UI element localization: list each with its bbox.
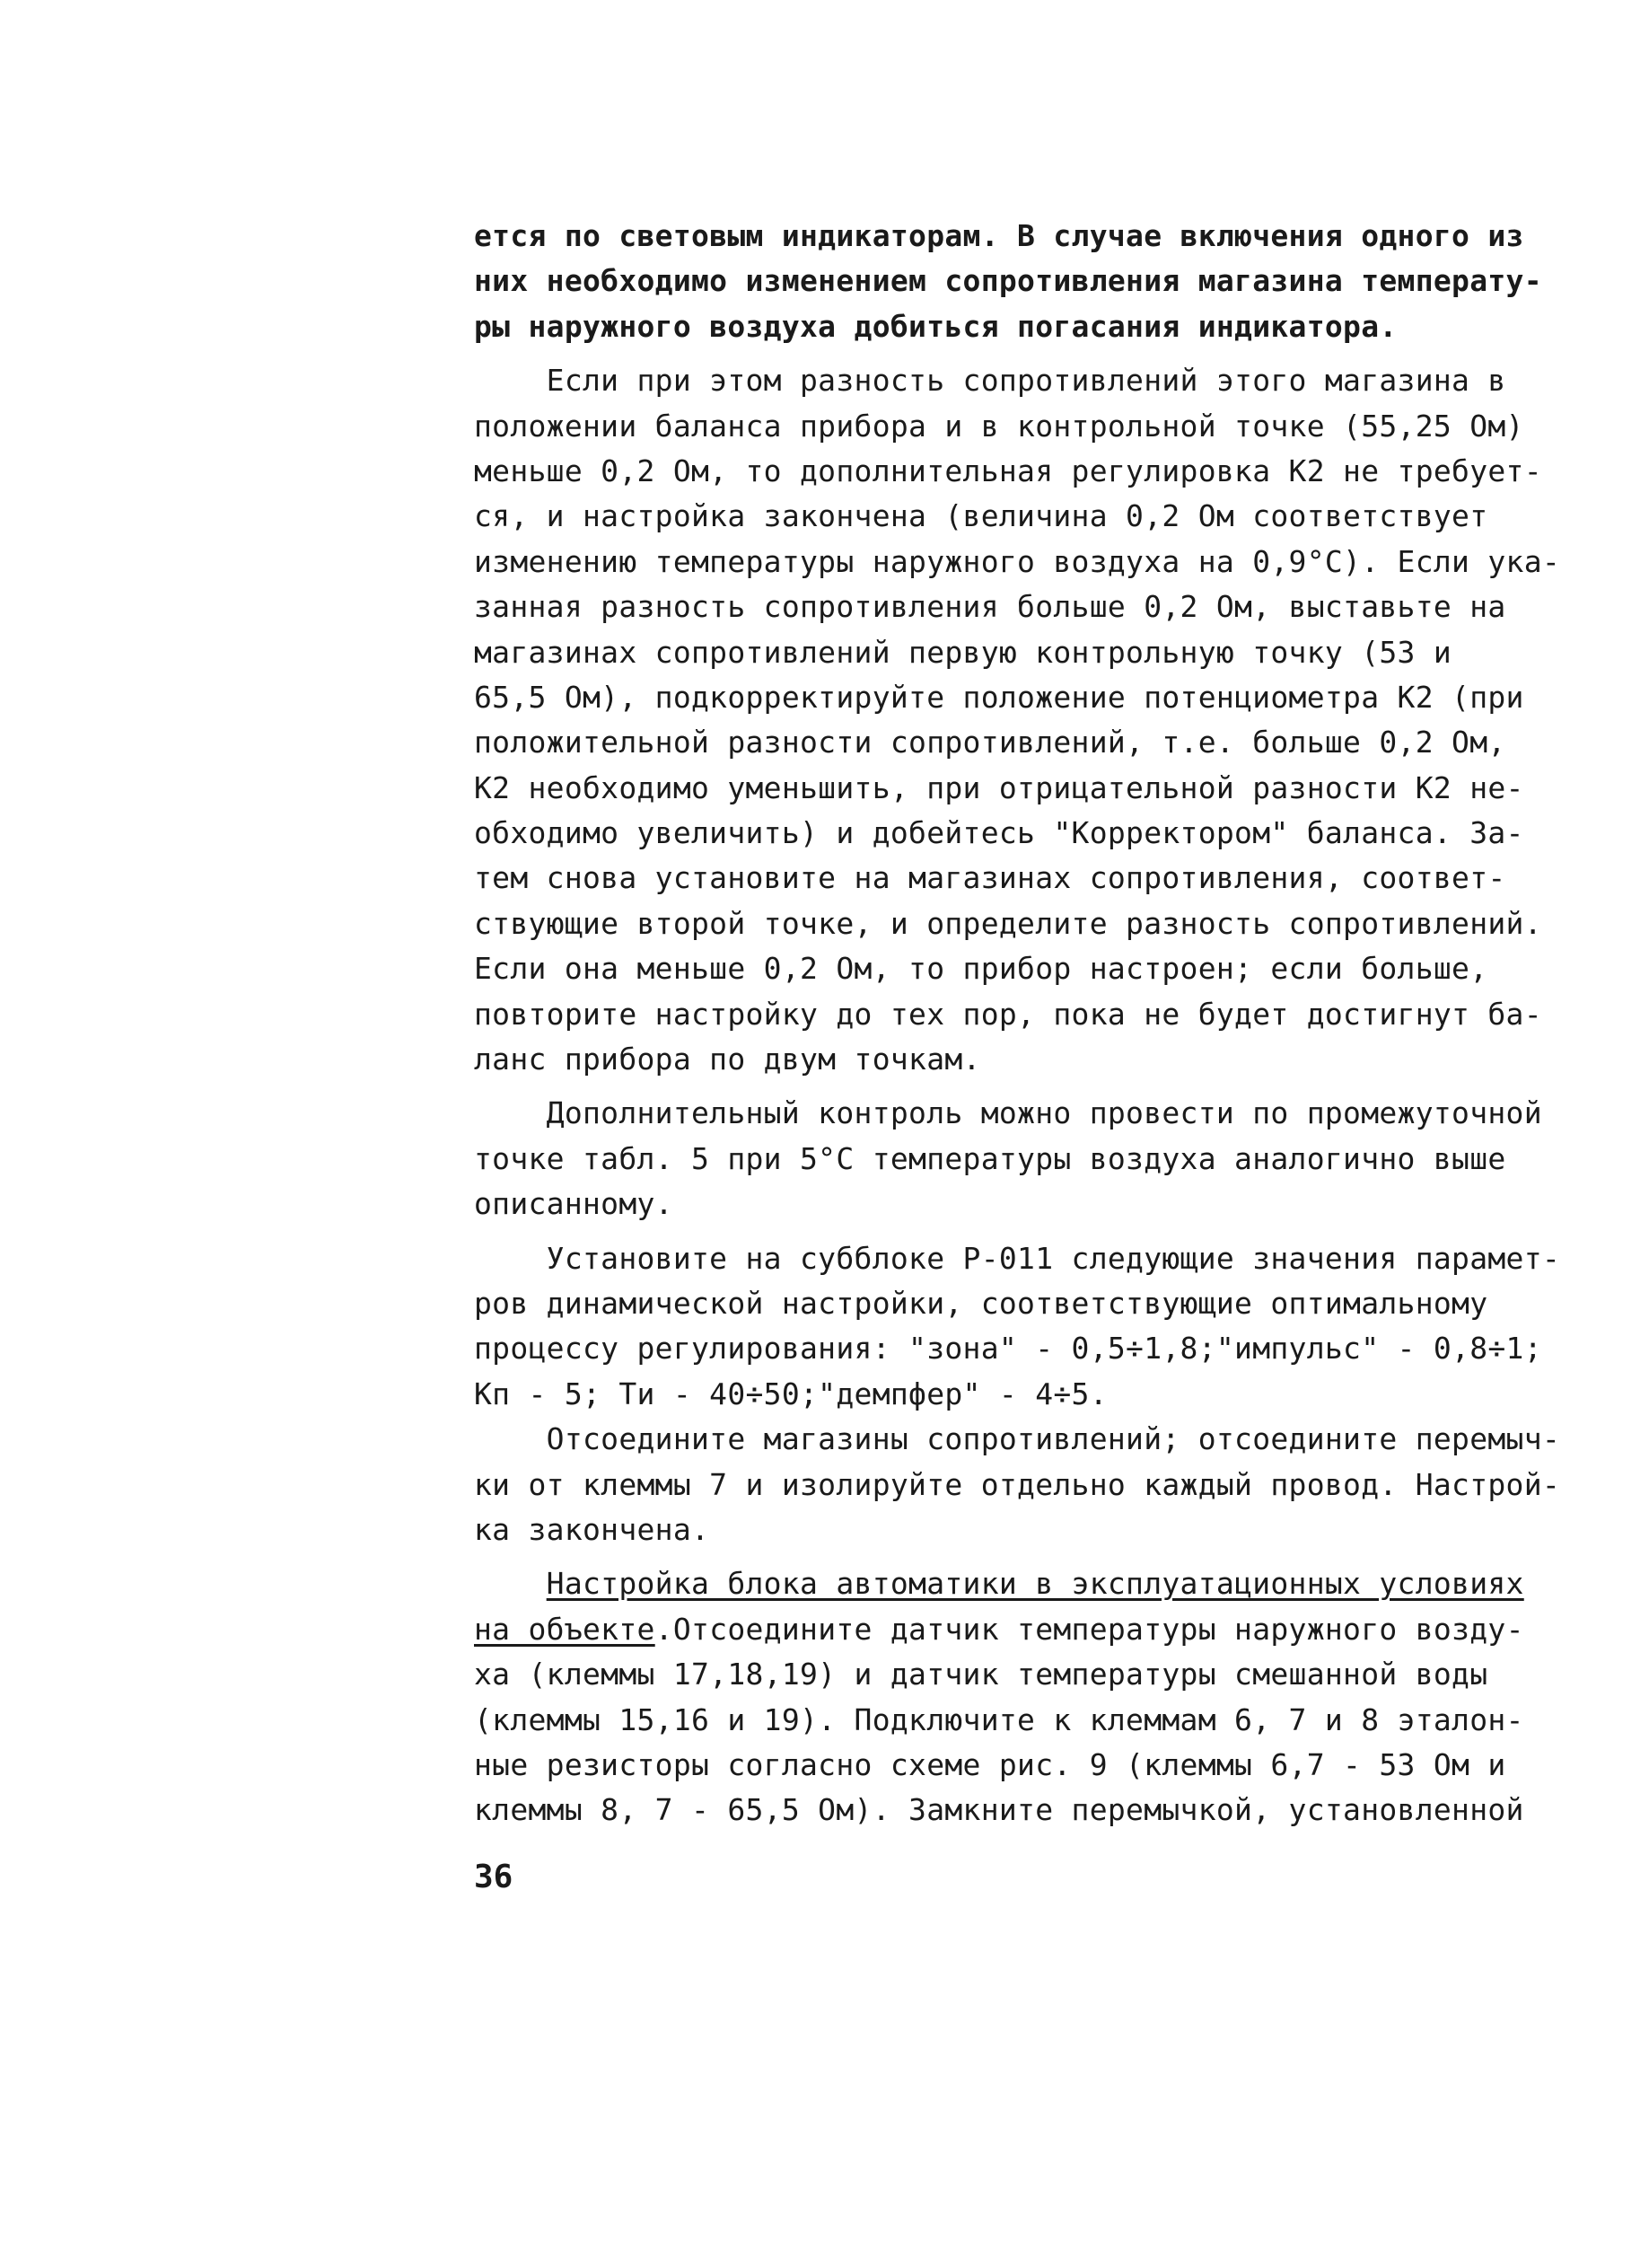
text-line: положительной разности сопротивлений, т.е. больше 0,2 Ом, (474, 725, 1506, 760)
section-heading-continued: на объекте (474, 1611, 655, 1647)
paragraph-2 (474, 358, 1587, 1082)
text-line: повторите настройку до тех пор, пока не будет достигнут ба- (474, 996, 1542, 1032)
text-line: клеммы 8, 7 - 65,5 Ом). Замкните перемычкой, установленной (474, 1792, 1524, 1828)
text-line: ланс прибора по двум точкам. (474, 1042, 981, 1077)
text-line-rest: .Отсоедините датчик температуры наружного возду- (654, 1611, 1524, 1647)
section-heading-line (474, 1561, 1587, 1606)
text-line: 65,5 Ом), подкорректируйте положение потенциометра К2 (при (474, 679, 1524, 715)
text-line (474, 1607, 1587, 1652)
text-line: ствующие второй точке, и определите разность сопротивлений. (474, 905, 1542, 941)
text-line: Отсоедините магазины сопротивлений; отсоедините перемыч- (474, 1421, 1561, 1457)
text-line: (клеммы 15,16 и 19). Подключите к клеммам 6, 7 и 8 эталон- (474, 1701, 1524, 1737)
text-line: Установите на субблоке Р-011 следующие значения парамет- (474, 1240, 1561, 1276)
text-line: Если она меньше 0,2 Ом, то прибор настроен; если больше, (474, 951, 1488, 987)
text-line: ки от клеммы 7 и изолируйте отдельно каждый провод. Настрой- (474, 1466, 1561, 1502)
paragraph-3 (474, 1091, 1587, 1226)
text-line: положении баланса прибора и в контрольной точке (55,25 Ом) (474, 408, 1524, 444)
body-text (474, 214, 1587, 1833)
text-line: обходимо увеличить) и добейтесь "Корректором" баланса. За- (474, 815, 1524, 851)
paragraph-1 (474, 214, 1587, 349)
text-line: Дополнительный контроль можно провести по промежуточной (474, 1095, 1542, 1131)
text-line: изменению температуры наружного воздуха на 0,9°С). Если ука- (474, 543, 1561, 579)
text-line: ся, и настройка закончена (величина 0,2 Ом соответствует (474, 498, 1488, 534)
text-line: процессу регулирования: "зона" - 0,5÷1,8;"импульс" - 0,8÷1; (474, 1331, 1542, 1367)
text-line: Если при этом разность сопротивлений этого магазина в (474, 363, 1506, 399)
text-line: ров динамической настройки, соответствующие оптимальному (474, 1285, 1488, 1321)
text-line: них необходимо изменением сопротивления магазина температу- (474, 263, 1542, 299)
section-heading: Настройка блока автоматики в эксплуатационных условиях (546, 1566, 1524, 1602)
text-line: тем снова установите на магазинах сопротивления, соответ- (474, 860, 1506, 896)
paragraph-6 (474, 1561, 1587, 1833)
text-line: описанному. (474, 1186, 673, 1222)
paragraph-4 (474, 1236, 1587, 1418)
text-line: занная разность сопротивления больше 0,2 Ом, выставьте на (474, 589, 1506, 625)
text-line: точке табл. 5 при 5°С температуры воздуха аналогично выше (474, 1140, 1506, 1176)
paragraph-5 (474, 1417, 1587, 1552)
text-line: ные резисторы согласно схеме рис. 9 (клеммы 6,7 - 53 Ом и (474, 1746, 1506, 1782)
text-line: ка закончена. (474, 1511, 710, 1547)
text-line: К2 необходимо уменьшить, при отрицательной разности К2 не- (474, 769, 1524, 805)
text-line: ха (клеммы 17,18,19) и датчик температуры смешанной воды (474, 1657, 1488, 1692)
text-line: ется по световым индикаторам. В случае включения одного из (474, 218, 1524, 253)
text-line: магазинах сопротивлений первую контрольную точку (53 и (474, 634, 1452, 670)
text-line: меньше 0,2 Ом, то дополнительная регулировка К2 не требует- (474, 453, 1542, 488)
text-line: Кп - 5; Ти - 40÷50;"демпфер" - 4÷5. (474, 1376, 1108, 1411)
text-line: ры наружного воздуха добиться погасания индикатора. (474, 308, 1398, 344)
page-number: 36 (474, 1859, 513, 1895)
